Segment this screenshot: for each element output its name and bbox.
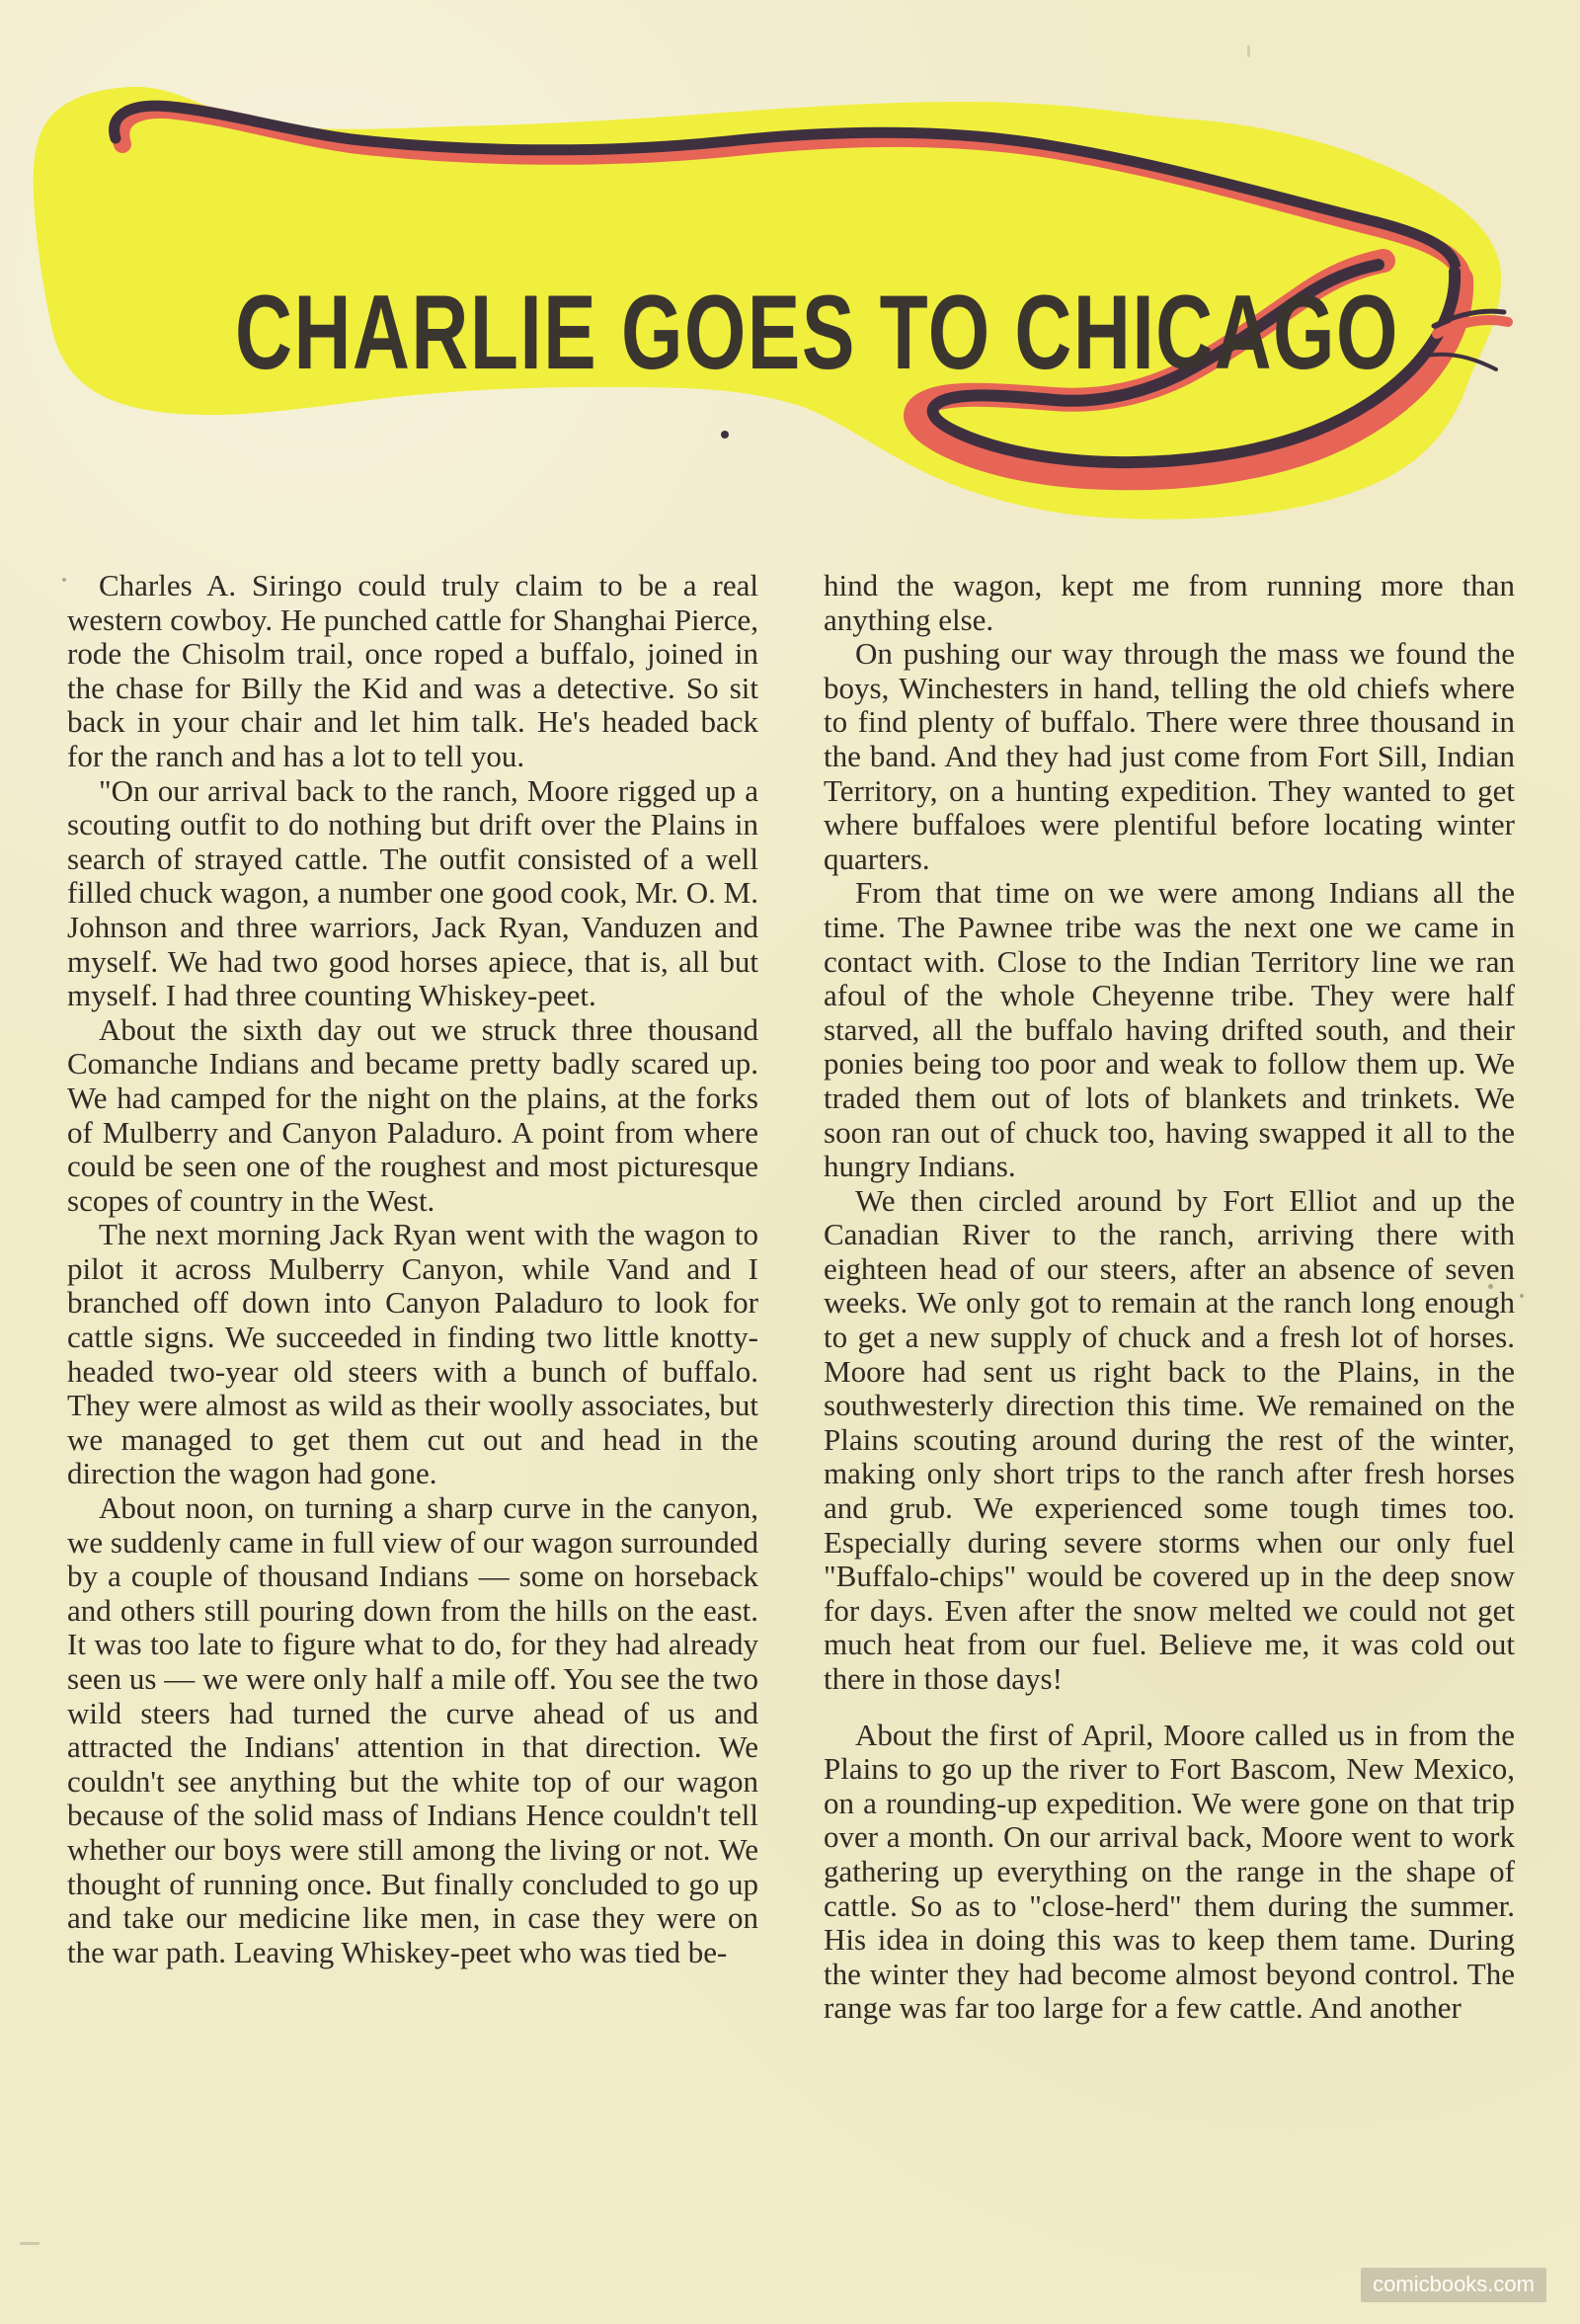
right-text-column <box>824 569 1515 2026</box>
right-paragraph-3: From that time on we were among Indians all the time. The Pawnee tribe was the next one we came in contact with. Close to the Indian Territory line we ran afoul of the whole Cheyenne tribe. They were half starved, all the buffalo having drifted south, and their ponies being too poor and weak to follow them up. We traded them out of lots of blankets and trinkets. We soon ran out of chuck too, having swapped it all to the hungry Indians. <box>824 875 1515 1184</box>
right-paragraph-5: About the first of April, Moore called us in from the Plains to go up the river to Fort Bascom, New Mexico, on a rounding-up expedition. We were gone on that trip over a month. On our arrival back, Moore went to work gathering up everything on the range in the shape of cattle. So as to "close-herd" them during the summer. His idea in doing this was to keep them tame. During the winter they had become almost beyond control. The range was far too large for a few cattle. And another <box>824 1717 1515 2026</box>
right-paragraph-4: We then circled around by Fort Elliot and up the Canadian River to the ranch, arriving there with eighteen head of our steers, after an absence of seven weeks. We only got to remain at the ranch long enough to get a new supply of chuck and a fresh lot of horses. Moore had sent us right back to the Plains, in the southwesterly direction this time. We remained on the Plains scouting around during the rest of the winter, making only short trips to the ranch after fresh horses and grub. We experienced some tough times too. Especially during severe storms when our only fuel "Buffalo-chips" would be covered up in the deep snow for days. Even after the snow melted we could not get much heat from our fuel. Believe me, it was cold out there in those days! <box>824 1182 1515 1696</box>
left-paragraph-5: About noon, on turning a sharp curve in the canyon, we suddenly came in full view of our wagon surrounded by a couple of thousand Indians — some on horseback and others still pouring down from the hills on the east. It was too late to figure what to do, for they had already seen us — we were only half a mile off. You see the two wild steers had turned the curve ahead of us and attracted the Indians' attention in that direction. We couldn't see anything but the white top of our wagon because of the solid mass of Indians Hence couldn't tell whether our boys were still among the living or not. We thought of running once. But finally concluded to go up and take our medicine like men, in case they were on the war path. Leaving Whiskey-peet who was tied be- <box>67 1490 758 1969</box>
print-speck <box>20 2242 40 2245</box>
print-speck <box>1520 1294 1524 1298</box>
right-paragraph-2: On pushing our way through the mass we found the boys, Winchesters in hand, telling the old chiefs where to find plenty of buffalo. There were three thousand in the band. And they had just come from Fort Sill, Indian Territory, on a hunting expedition. They wanted to get where buffaloes were plentiful before locating winter quarters. <box>824 636 1515 876</box>
left-paragraph-4: The next morning Jack Ryan went with the wagon to pilot it across Mulberry Canyon, while Vand and I branched off down into Canyon Paladuro to look for cattle signs. We succeeded in finding two little knotty-headed two-year old steers with a bunch of buffalo. They were almost as wild as their woolly associates, but we managed to get them cut out and head in the direction the wagon had gone. <box>67 1217 758 1491</box>
banner-dot-1 <box>440 142 448 150</box>
watermark-badge: comicbooks.com <box>1361 2268 1546 2302</box>
banner-dot-2 <box>721 431 729 439</box>
print-speck <box>1247 45 1250 57</box>
left-paragraph-2: "On our arrival back to the ranch, Moore rigged up a scouting outfit to do nothing but drift over the Plains in search of strayed cattle. The outfit consisted of a well filled chuck wagon, a number one good cook, Mr. O. M. Johnson and three warriors, Jack Ryan, Vanduzen and myself. We had two good horses apiece, that is, all but myself. I had three counting Whiskey-peet. <box>67 772 758 1013</box>
left-paragraph-1: Charles A. Siringo could truly claim to be a real western cowboy. He punched cattle for Shanghai Pierce, rode the Chisolm trail, once roped a buffalo, joined in the chase for Billy the Kid and was a detective. So sit back in your chair and let him talk. He's headed back for the ranch and has a lot to tell you. <box>67 568 758 773</box>
print-speck <box>1488 1284 1493 1289</box>
left-text-column <box>67 569 758 1969</box>
title-banner <box>0 0 1580 533</box>
left-paragraph-3: About the sixth day out we struck three thousand Comanche Indians and became pretty badly scared up. We had camped for the night on the plains, at the forks of Mulberry and Canyon Paladuro. A point from where could be seen one of the roughest and most picturesque scopes of country in the West. <box>67 1011 758 1218</box>
print-speck <box>62 578 66 582</box>
right-paragraph-1: hind the wagon, kept me from running more than anything else. <box>824 568 1515 637</box>
title-banner-art <box>0 0 1580 533</box>
story-title: CHARLIE GOES TO CHICAGO <box>235 273 1399 391</box>
